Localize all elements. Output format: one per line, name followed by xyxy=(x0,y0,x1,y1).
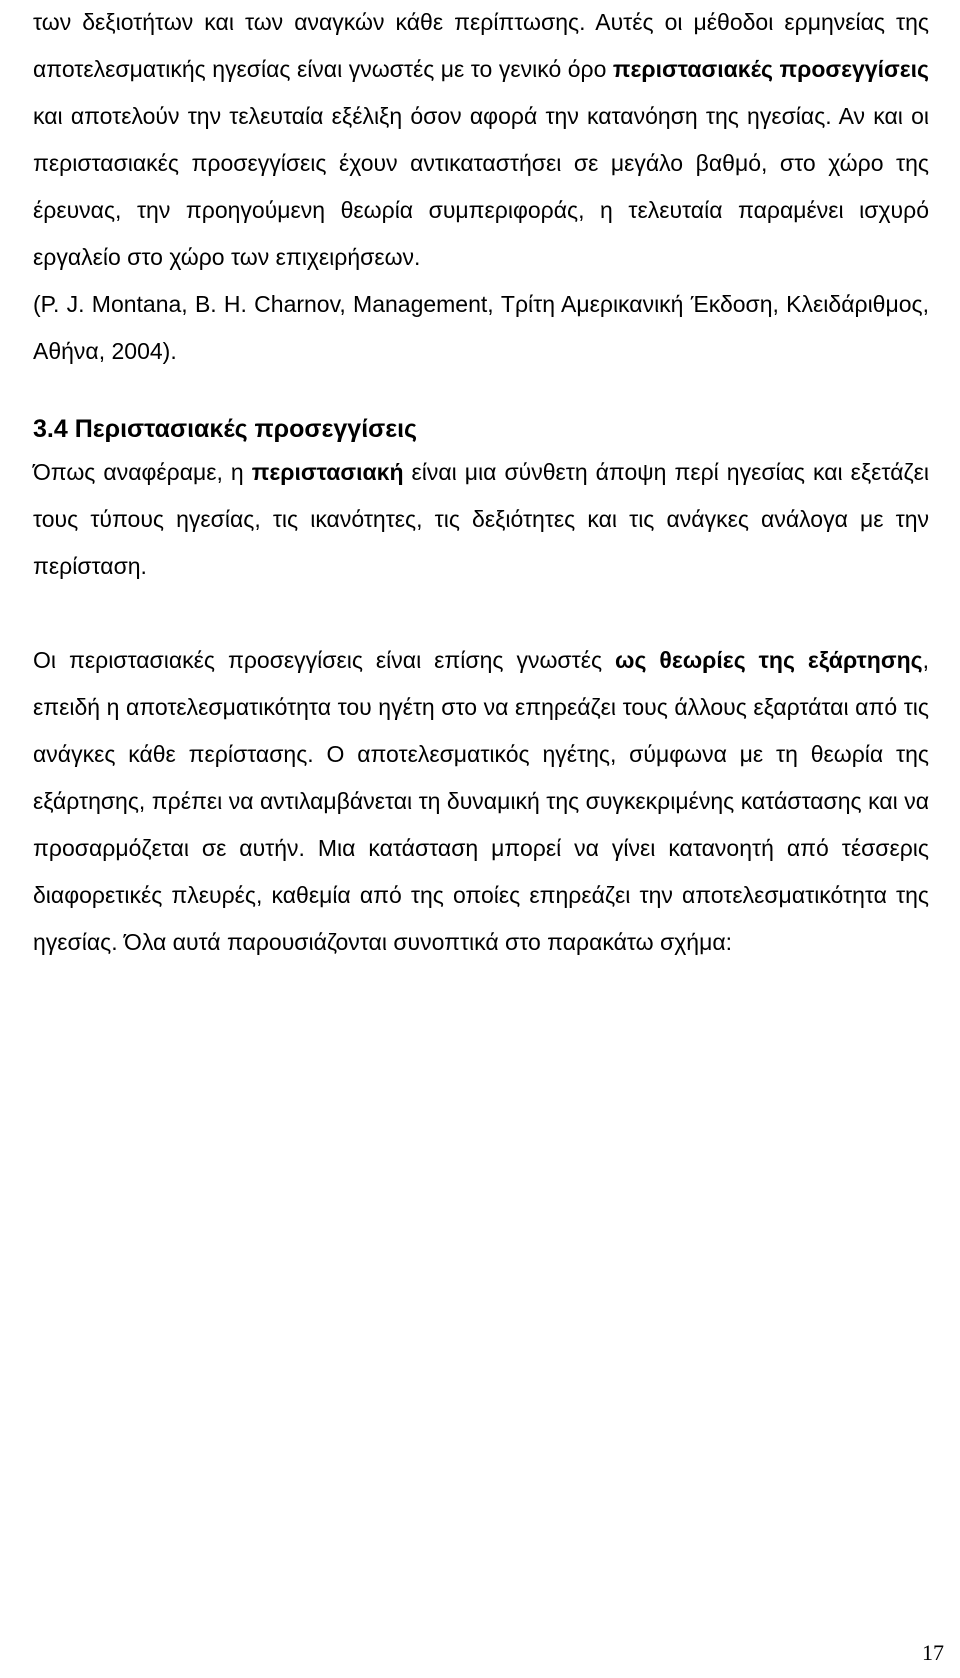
paragraph-text: και αποτελούν την τελευταία εξέλιξη όσον αφορά την κατανόηση της ηγεσίας. Αν και οι περιστασιακές προσεγγίσεις έχουν αντικαταστήσει σε μεγάλο βαθμό, στο χώρο της έρευνας, την προηγούμενη θεωρία συμπεριφοράς, η τελευταία παραμένει ισχυρό εργαλείο στο χώρο των επιχειρήσεων. xyxy=(33,103,929,270)
bold-term: περιστασιακή xyxy=(251,459,404,485)
paragraph-text: Οι περιστασιακές προσεγγίσεις είναι επίσης γνωστές xyxy=(33,647,616,673)
document-page xyxy=(33,0,929,966)
paragraph-text: των δεξιοτήτων και των αναγκών κάθε περίπτωσης. Αυτές οι μέθοδοι ερμηνείας της αποτελεσματικής ηγεσίας είναι γνωστές με το γενικό όρο xyxy=(33,9,929,82)
body-paragraph xyxy=(33,637,929,966)
bold-term: ως θεωρίες της εξάρτησης xyxy=(615,647,923,673)
paragraph-text: είναι μια σύνθετη άποψη περί ηγεσίας και εξετάζει τους τύπους ηγεσίας, τις ικανότητες, τις δεξιότητες και τις ανάγκες ανάλογα με την περίσταση. xyxy=(33,459,929,579)
paragraph-text: , επειδή η αποτελεσματικότητα του ηγέτη στο να επηρεάζει τους άλλους εξαρτάται από τις ανάγκες κάθε περίστασης. Ο αποτελεσματικός ηγέτης, σύμφωνα με τη θεωρία της εξάρτησης, πρέπει να αντιλαμβάνεται τη δυναμική της συγκεκριμένης κατάστασης και να προσαρμόζεται σε αυτήν. Μια κατάσταση μπορεί να γίνει κατανοητή από τέσσερις διαφορετικές πλευρές, καθεμία από της οποίες επηρεάζει την αποτελεσματικότητα της ηγεσίας. Όλα αυτά παρουσιάζονται συνοπτικά στο παρακάτω σχήμα: xyxy=(33,647,929,955)
body-paragraph xyxy=(33,449,929,590)
paragraph-text: Όπως αναφέραμε, η xyxy=(33,459,252,485)
section-heading: 3.4 Περιστασιακές προσεγγίσεις xyxy=(33,415,418,443)
body-paragraph xyxy=(33,0,929,281)
reference-citation: (P. J. Montana, B. H. Charnov, Management, Τρίτη Αμερικανική Έκδοση, Κλειδάριθμος, Αθήνα, 2004). xyxy=(33,291,929,364)
bold-term: περιστασιακές προσεγγίσεις xyxy=(612,56,929,82)
page-number: 17 xyxy=(922,1640,944,1665)
